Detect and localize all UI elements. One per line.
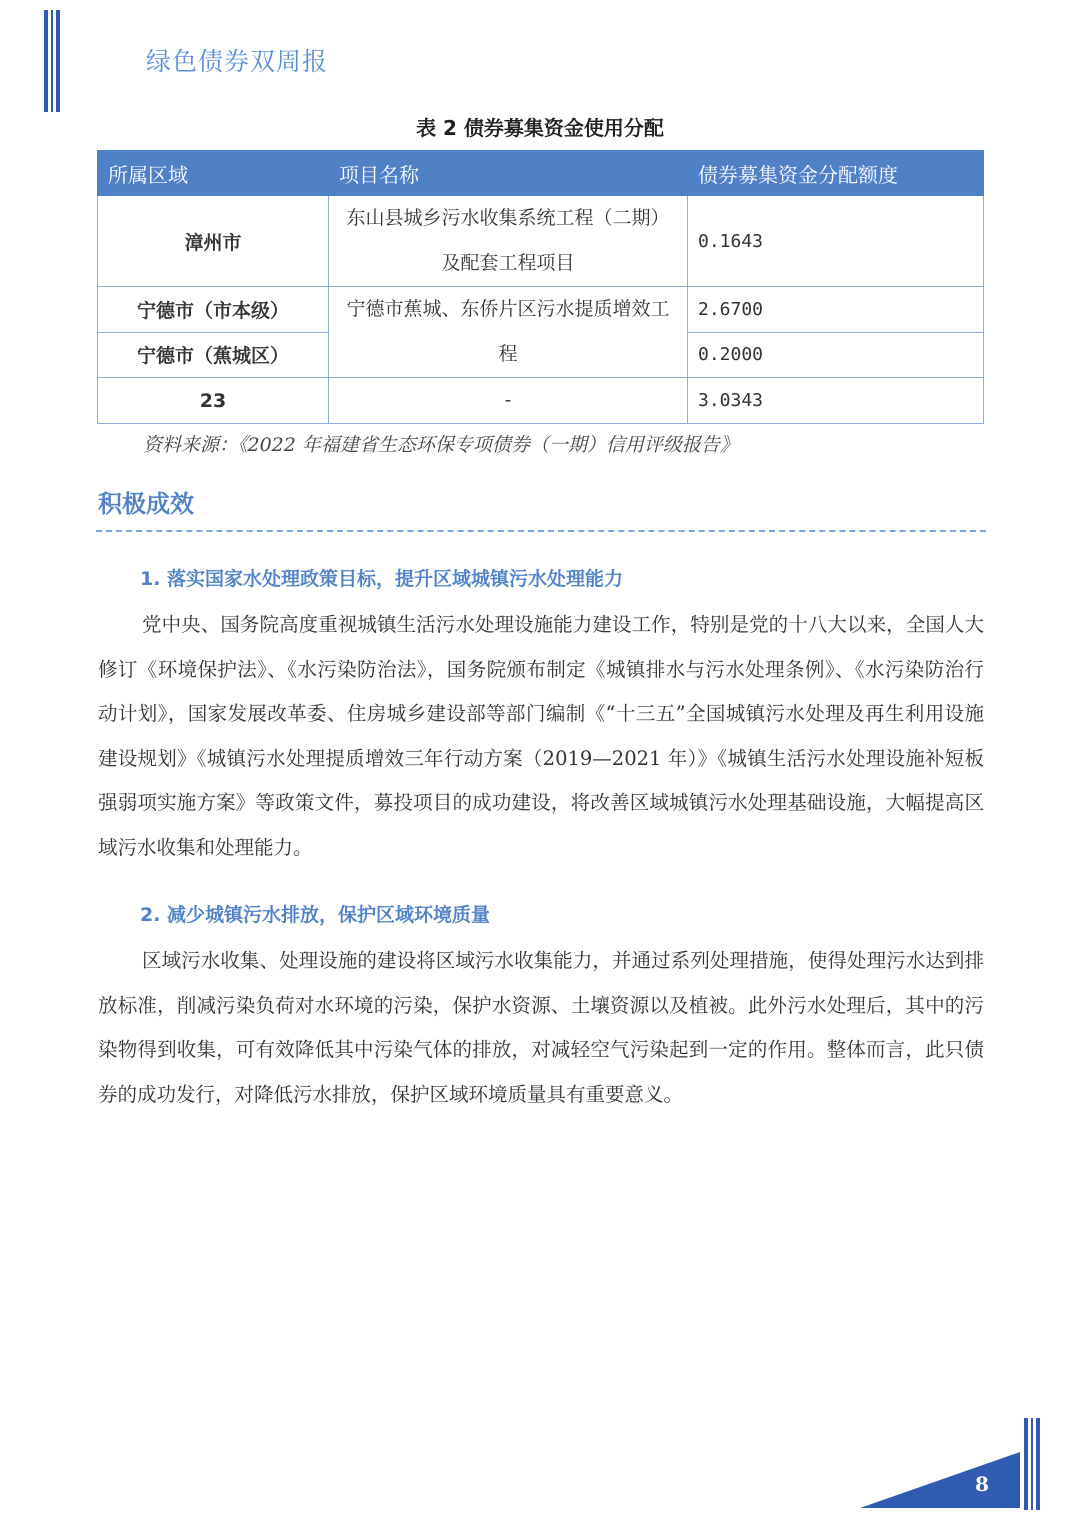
paragraph-2: 区域污水收集、处理设施的建设将区域污水收集能力，并通过系列处理措施，使得处理污水达到排放标准，削减污染负荷对水环境的污染，保护水资源、土壤资源以及植被。此外污水处理后，其中的污染物得到收集，可有效降低其中污染气体的排放，对减轻空气污染起到一定的作用。整体而言，此只债券的成功发行，对降低污水排放，保护区域环境质量具有重要意义。 [98, 949, 984, 1106]
project-cell: 东山县城乡污水收集系统工程（二期）及配套工程项目 [329, 196, 688, 287]
column-header-region: 所属区域 [98, 151, 329, 196]
region-cell: 漳州市 [98, 196, 329, 287]
column-header-amount: 债券募集资金分配额度 [688, 151, 984, 196]
region-cell: 宁德市（蕉城区） [98, 332, 329, 378]
subsection-heading-1: 1. 落实国家水处理政策目标，提升区域城镇污水处理能力 [140, 568, 624, 590]
subsection-heading-2: 2. 减少城镇污水排放，保护区域环境质量 [140, 904, 491, 926]
table-header-row [98, 151, 984, 196]
project-cell: 宁德市蕉城、东侨片区污水提质增效工程 [329, 287, 688, 378]
table-source: 资料来源：《2022 年福建省生态环保专项债券（一期）信用评级报告》 [143, 434, 739, 456]
project-cell: - [329, 378, 688, 424]
paragraph-1: 党中央、国务院高度重视城镇生活污水处理设施能力建设工作，特别是党的十八大以来，全国人大修订《环境保护法》、《水污染防治法》，国务院颁布制定《城镇排水与污水处理条例》、《水污染防治行动计划》，国家发展改革委、住房城乡建设部等部门编制《“十三五”全国城镇污水处理及再生利用设施建设规划》《城镇污水处理提质增效三年行动方案（2019—2021 年）》《城镇生活污水处理设施补短板强弱项实施方案》等政策文件，募投项目的成功建设，将改善区域城镇污水处理基础设施，大幅提高区域污水收集和处理能力。 [98, 613, 984, 859]
table-caption: 表 2 债券募集资金使用分配 [416, 116, 664, 140]
section-heading: 积极成效 [98, 490, 194, 518]
amount-cell: 0.2000 [688, 332, 984, 378]
page-number: 8 [975, 1472, 989, 1496]
table-row [98, 196, 984, 287]
amount-cell: 2.6700 [688, 287, 984, 333]
header-title: 绿色债券双周报 [146, 47, 329, 76]
table-row [98, 378, 984, 424]
region-cell: 宁德市（市本级） [98, 287, 329, 333]
table-row [98, 287, 984, 333]
amount-cell: 3.0343 [688, 378, 984, 424]
section-divider [96, 530, 986, 532]
allocation-table [97, 150, 984, 424]
amount-cell: 0.1643 [688, 196, 984, 287]
region-cell: 23 [98, 378, 329, 424]
footer-decoration [856, 1414, 1046, 1514]
column-header-project: 项目名称 [329, 151, 688, 196]
